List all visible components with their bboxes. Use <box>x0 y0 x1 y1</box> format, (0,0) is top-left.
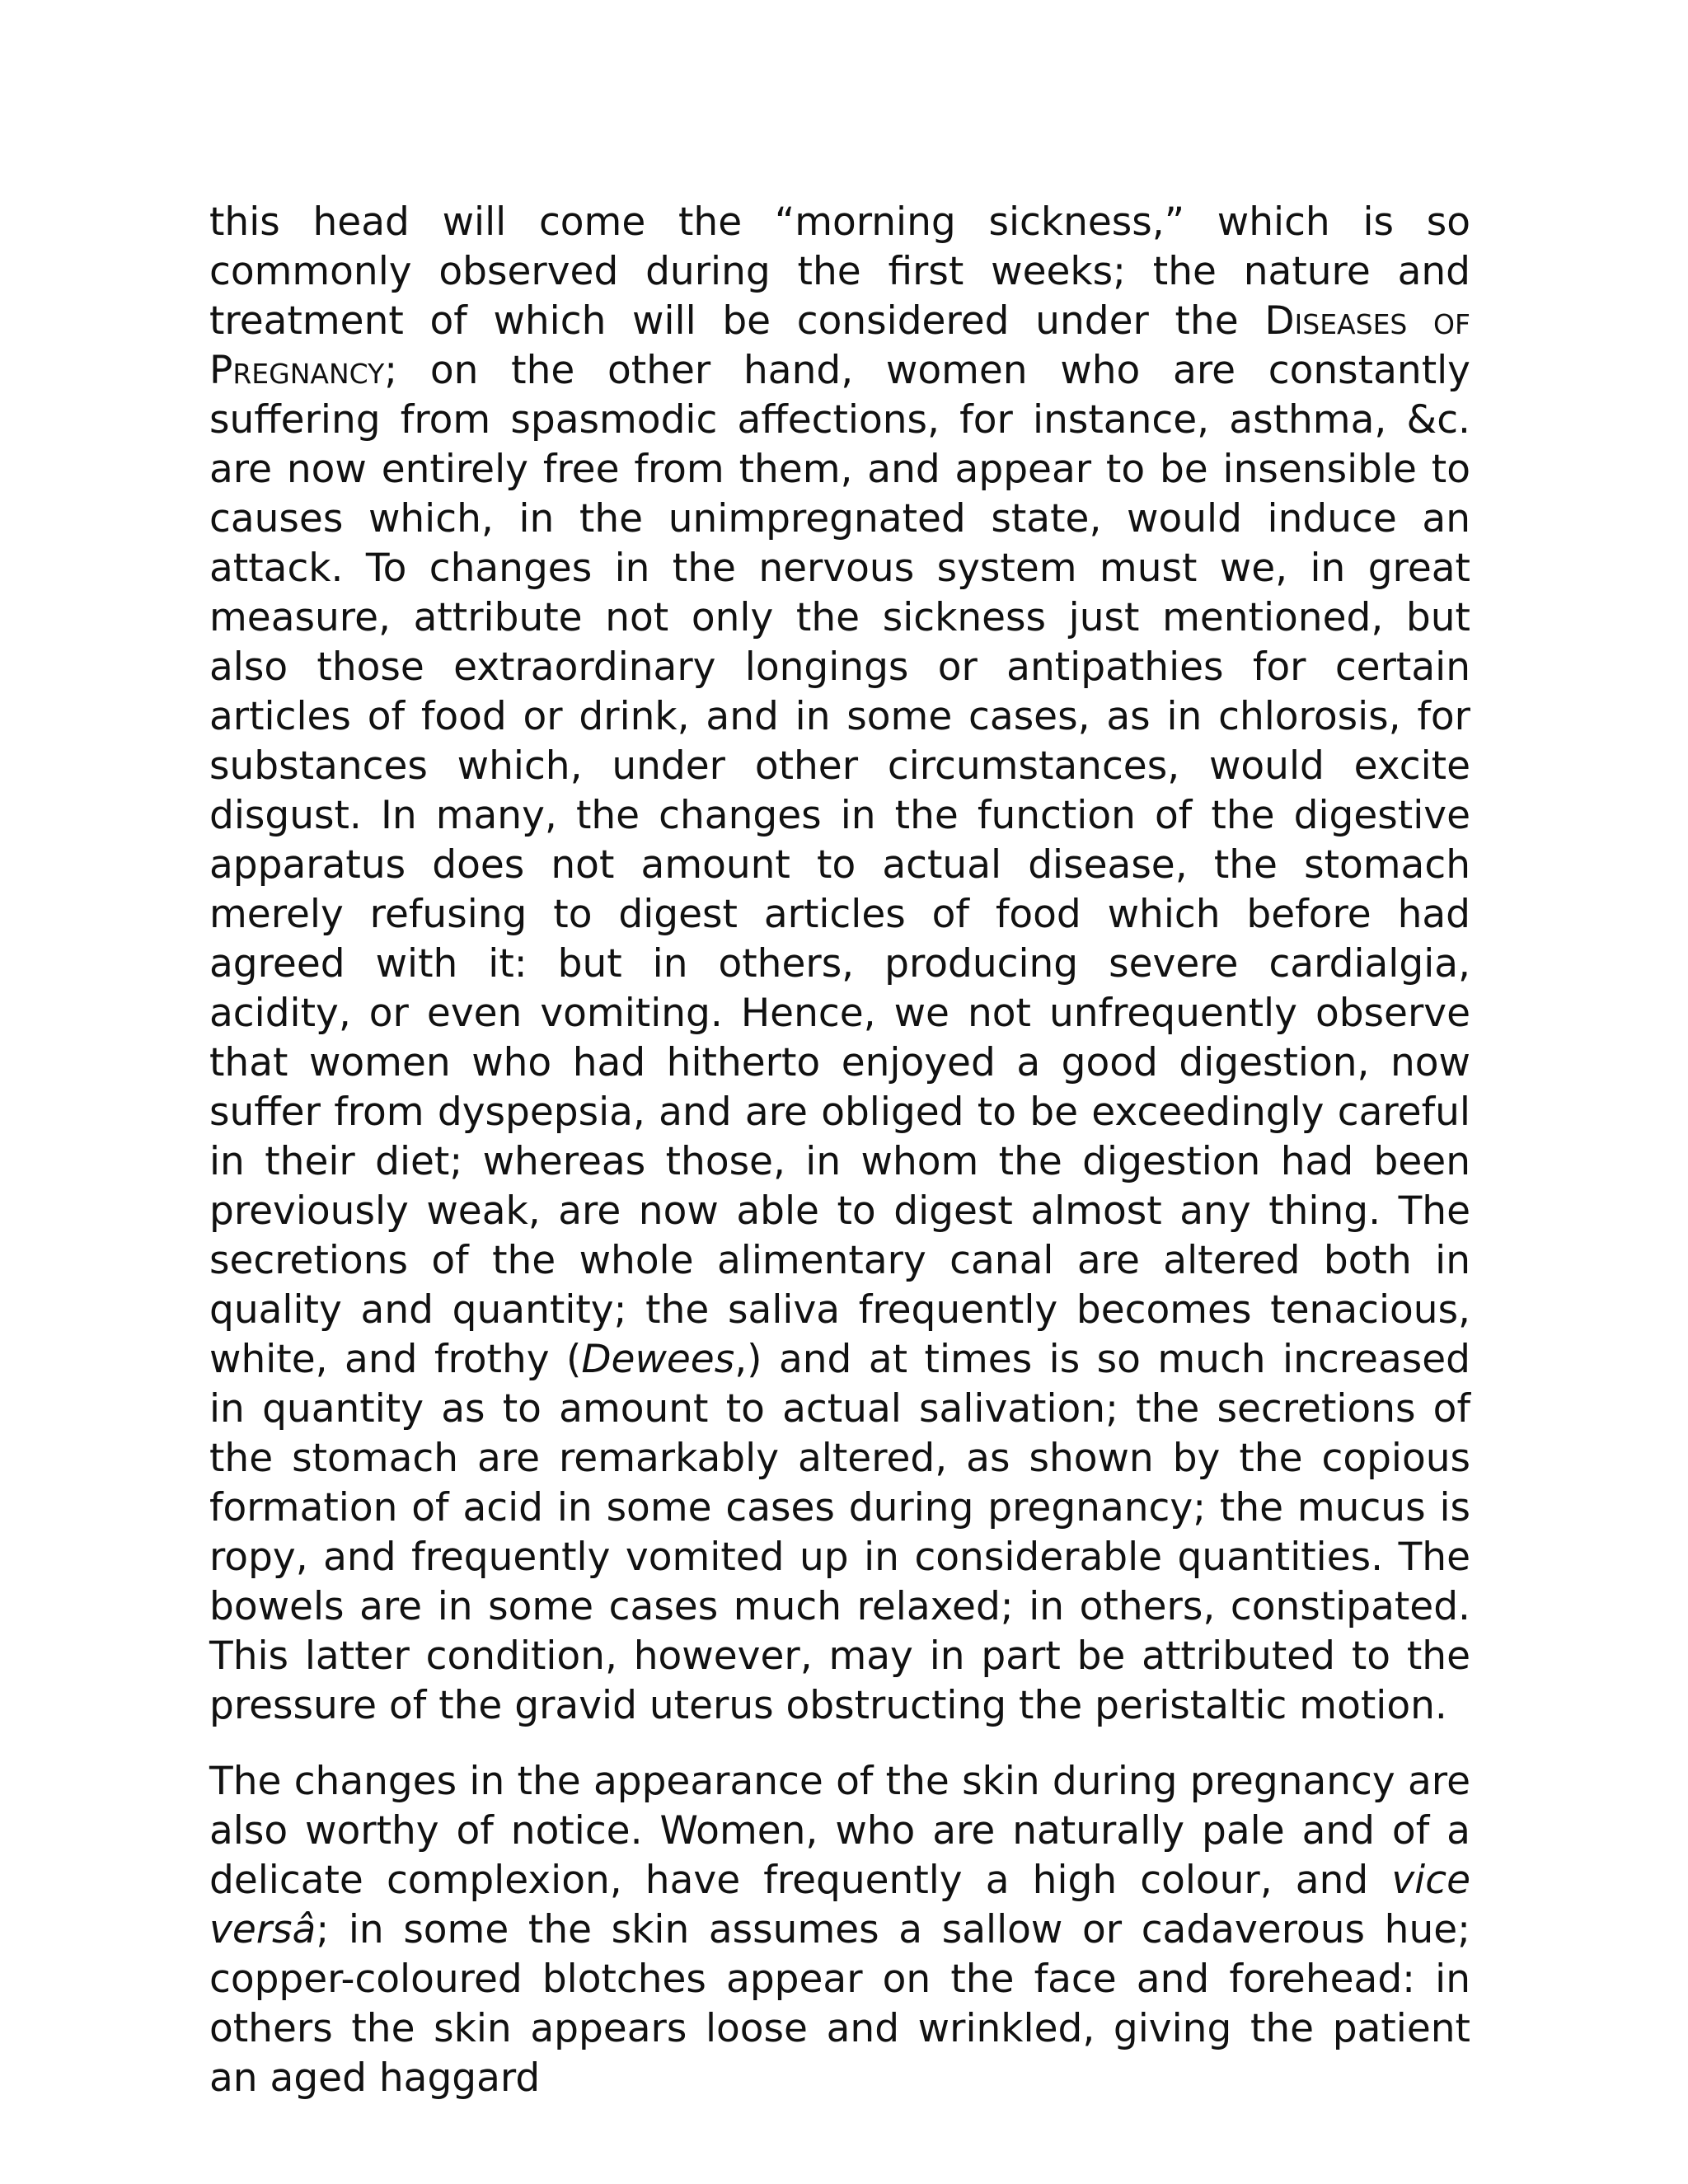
paragraph-2-text-a: The changes in the appearance of the skin during pregnancy are also worthy of notice. Women, who are naturally pale and of a delicate complexion, have frequently a high colour, and <box>209 1759 1470 1903</box>
paragraph-2 <box>209 1757 1470 2103</box>
citation-dewees: Dewees <box>581 1337 735 1382</box>
paragraph-1-text-a: this head will come the “morning sickness,” which is so commonly observed during the first weeks; the nature and treatment of which will be considered under the <box>209 199 1470 344</box>
paragraph-2-text-b: ; in some the skin assumes a sallow or cadaverous hue; copper-coloured blotches appear on the face and forehead: in others the skin appears loose and wrinkled, giving the patient an aged haggard <box>209 1907 1470 2101</box>
section-reference-diseases-of-pregnancy: Diseases of Pregnancy <box>209 298 1471 393</box>
paragraph-1-text-b: ; on the other hand, women who are constantly suffering from spasmodic affections, for instance, asthma, &c. are now entirely free from them, and appear to be insensible to causes which, in the unimpregnated state, would induce an attack. To changes in the nervous system must we, in great measure, attribute not only the sickness just mentioned, but also those extraordinary longings or antipathies for certain articles of food or drink, and in some cases, as in chlorosis, for substances which, under other circumstances, would excite disgust. In many, the changes in the function of the digestive apparatus does not amount to actual disease, the stomach merely refusing to digest articles of food which before had agreed with it: but in others, producing severe cardialgia, acidity, or even vomiting. Hence, we not unfrequently observe that women who had hitherto enjoyed a good digestion, now suffer from dyspepsia, and are obliged to be exceedingly careful in their diet; whereas those, in whom the digestion had been previously weak, are now able to digest almost any thing. The secretions of the whole alimentary canal are altered both in quality and quantity; the saliva frequently becomes tenacious, white, and frothy ( <box>209 348 1470 1382</box>
paragraph-1 <box>209 198 1470 1731</box>
paragraph-1-text-c: ,) and at times is so much increased in quantity as to amount to actual salivation; the secretions of the stomach are remarkably altered, as shown by the copious formation of acid in some cases during pregnancy; the mucus is ropy, and frequently vomited up in considerable quantities. The bowels are in some cases much relaxed; in others, constipated. This latter condition, however, may in part be attributed to the pressure of the gravid uterus obstructing the peristaltic motion. <box>209 1337 1470 1728</box>
document-page <box>209 198 1470 2103</box>
phrase-vice-versa: vice versâ <box>209 1858 1470 1952</box>
